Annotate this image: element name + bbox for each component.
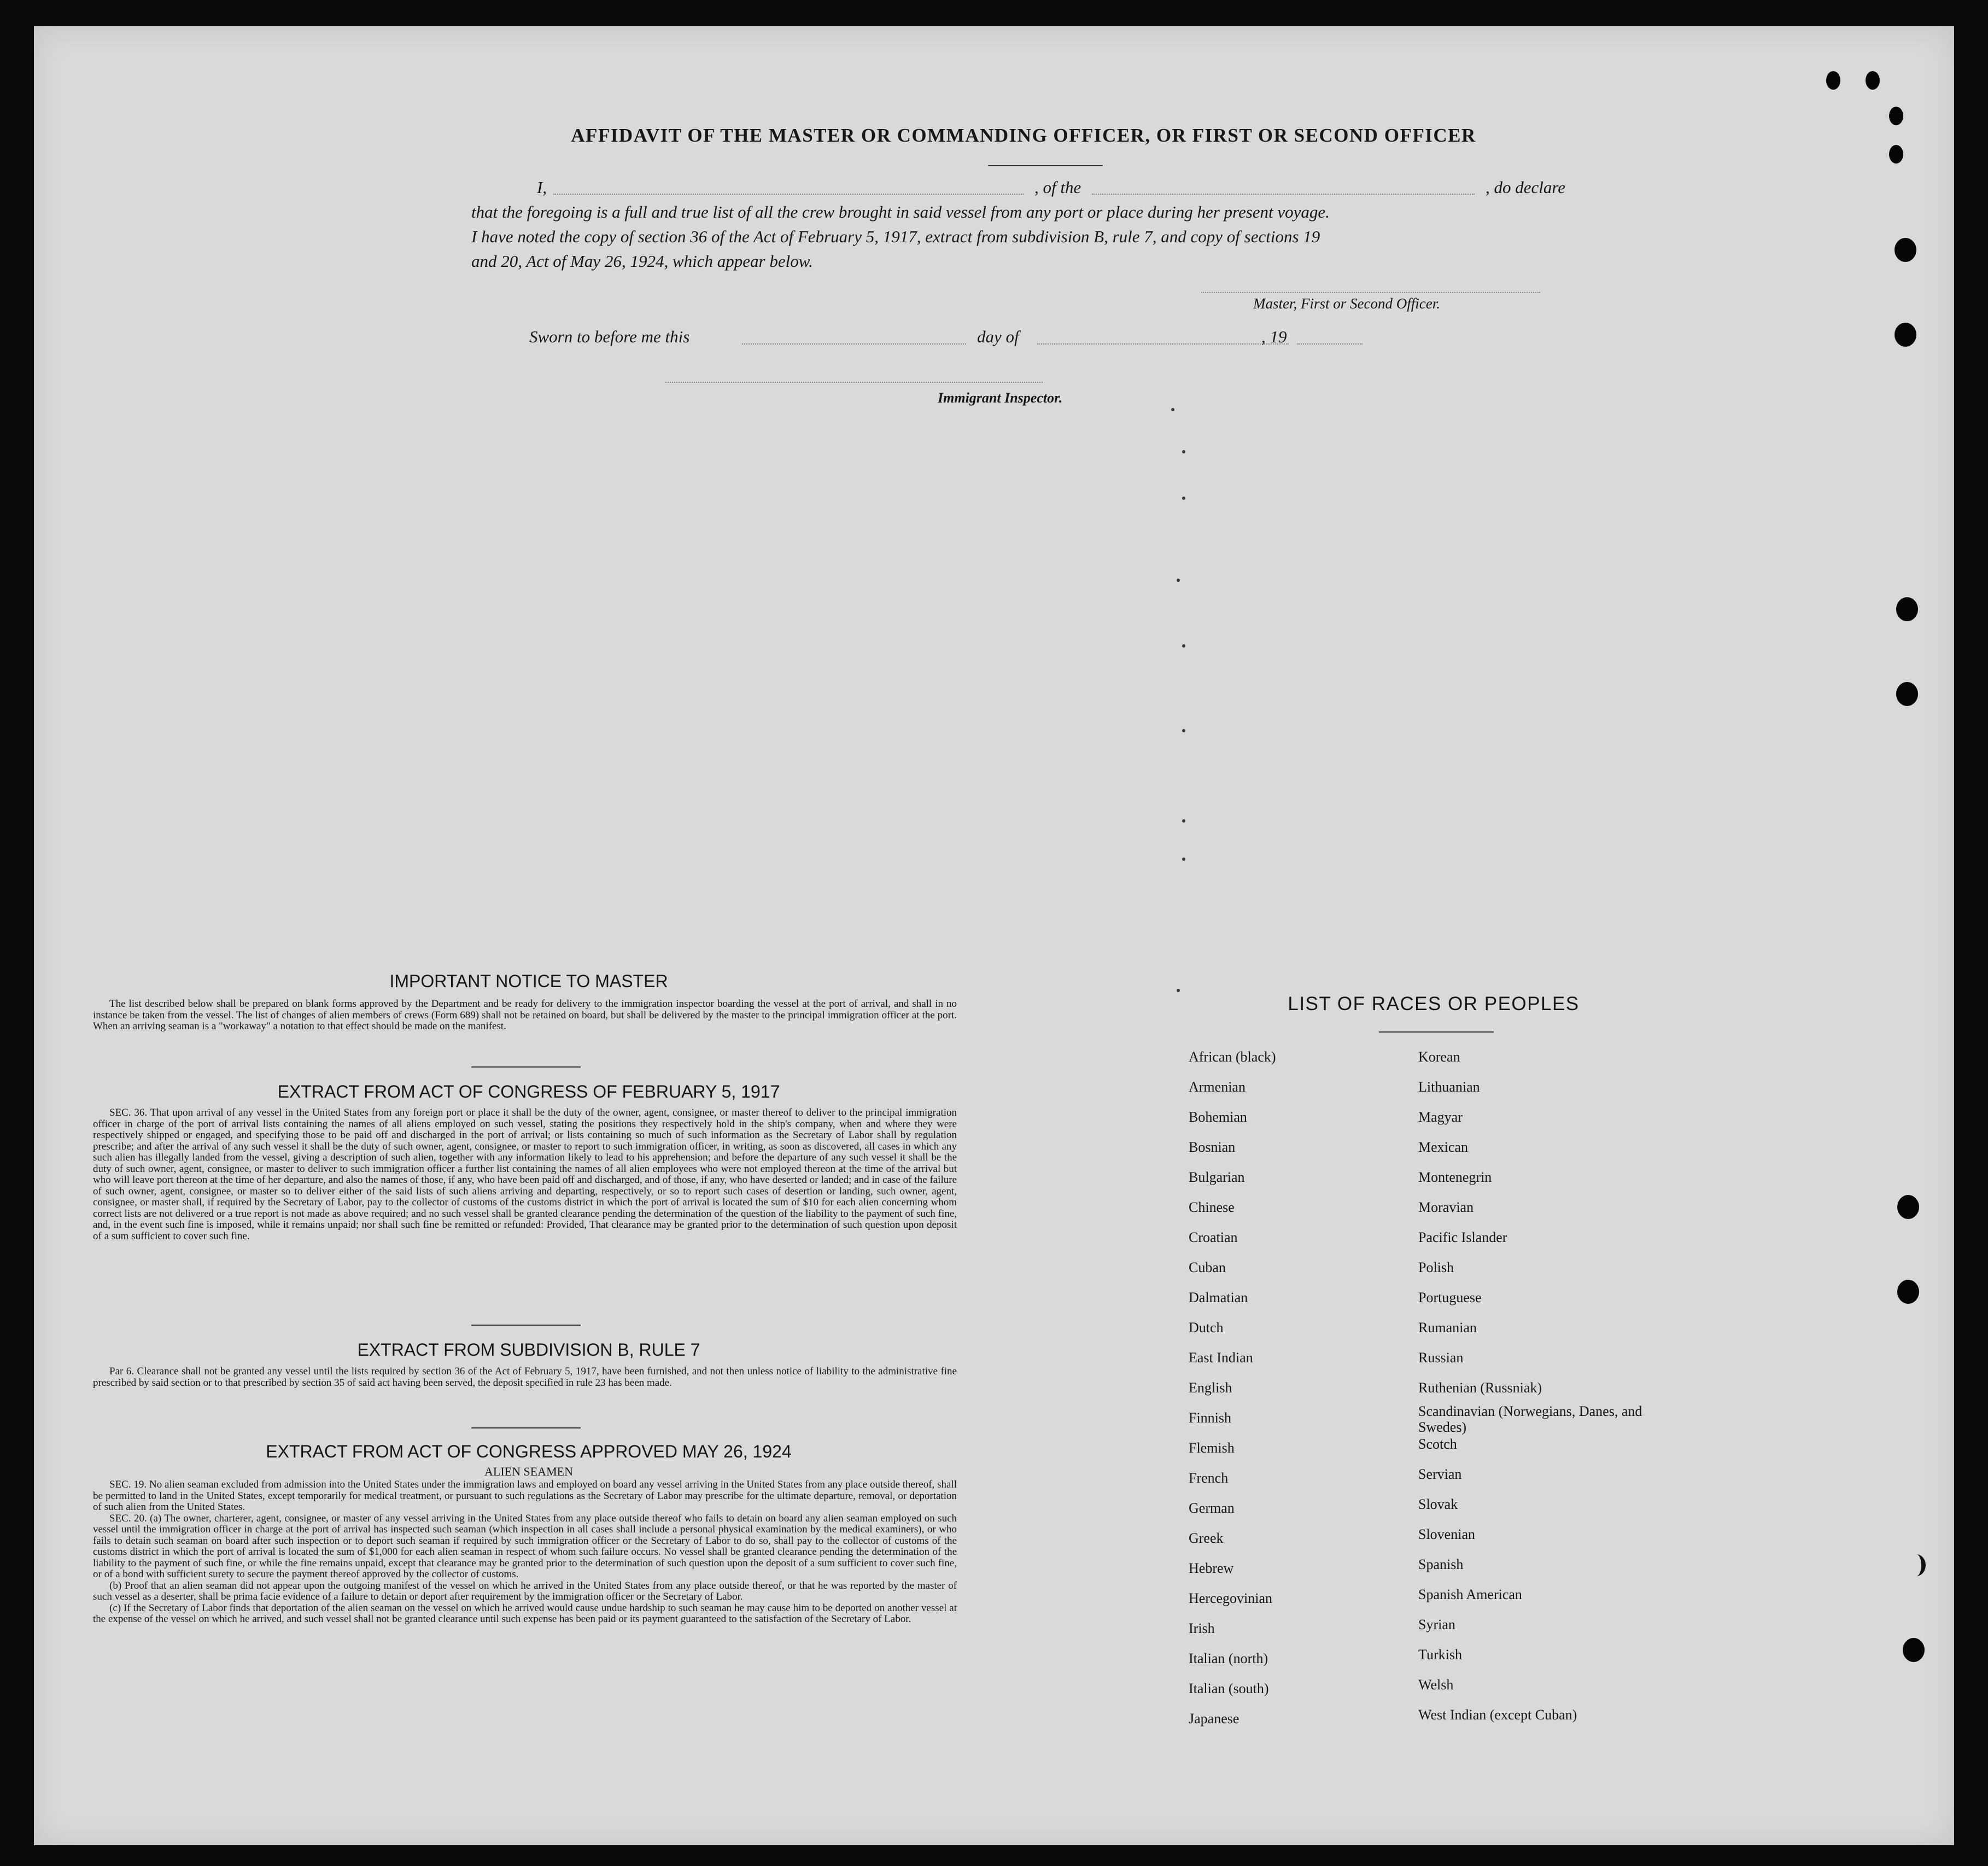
section-20c-paragraph: (c) If the Secretary of Labor finds that deportation of the alien seaman on the vessel on which he arrived would cause undue hardship to such seaman he may cause him to be deported on another vessel at the expense of the vessel on which he arrived, and such vessel shall not be granted clearance until such expense has been paid or its payment guaranteed to the satisfaction of the Secretary of Labor. xyxy=(93,1602,957,1625)
race-item: Chinese xyxy=(1189,1199,1235,1215)
punch-hole xyxy=(1889,107,1903,125)
race-item: Magyar xyxy=(1418,1109,1463,1125)
race-item: Cuban xyxy=(1189,1259,1226,1275)
race-item: African (black) xyxy=(1189,1049,1276,1065)
race-item: Italian (south) xyxy=(1189,1681,1269,1696)
race-item: Croatian xyxy=(1189,1229,1238,1245)
sworn-year-field[interactable] xyxy=(1297,343,1363,345)
race-item: Portuguese xyxy=(1418,1290,1482,1305)
rule-7-paragraph: Par 6. Clearance shall not be granted any vessel until the lists required by section 36 of the Act of February 5, 1917, have been furnished, and not then unless notice of liability to the administrative fine prescribed by said section or to that prescribed by section 35 of said act having been served, the deposit specified in rule 23 has been made. xyxy=(93,1366,957,1389)
race-item: Slovenian xyxy=(1418,1526,1475,1542)
section-20b-paragraph: (b) Proof that an alien seaman did not appear upon the outgoing manifest of the vessel on which he arrived in the United States from any place outside thereof, or that he was reported by the master of such vessel as a deserter, shall be prima facie evidence of a failure to detain or deport after requirement by the immigration officer or the Secretary of Labor. xyxy=(93,1579,957,1602)
section-divider xyxy=(471,1427,581,1428)
extract-1917-text xyxy=(93,1107,957,1242)
race-item: Japanese xyxy=(1189,1711,1239,1727)
race-item: Rumanian xyxy=(1418,1320,1477,1336)
race-item: Greek xyxy=(1189,1530,1224,1546)
vessel-field[interactable] xyxy=(1092,194,1475,195)
race-item: Hebrew xyxy=(1189,1560,1234,1576)
print-fleck xyxy=(1182,497,1185,500)
alien-seamen-subtitle: ALIEN SEAMEN xyxy=(484,1465,573,1478)
race-item: English xyxy=(1189,1380,1232,1396)
punch-hole xyxy=(1896,597,1918,621)
form-sheet xyxy=(34,26,1954,1845)
race-item: Dalmatian xyxy=(1189,1290,1248,1305)
affidavit-title: AFFIDAVIT OF THE MASTER OR COMMANDING OFFICER, OR FIRST OR SECOND OFFICER xyxy=(571,125,1476,146)
master-signature-label: Master, First or Second Officer. xyxy=(1253,295,1440,312)
punch-hole xyxy=(1897,1195,1919,1219)
race-item: Lithuanian xyxy=(1418,1079,1480,1095)
print-fleck xyxy=(1171,408,1174,411)
section-36-paragraph: SEC. 36. That upon arrival of any vessel in the United States from any foreign port or place it shall be the duty of the owner, agent, consignee, or master thereof to deliver to the principal immigration officer in charge of the port of arrival lists containing the names of all aliens employed on such vessel, stating the positions they respectively hold in the ship's company, when and where they were respectively shipped or engaged, and specifying those to be paid off and discharged in the port of arrival; or lists containing so much of such information as the Secretary of Labor shall by regulation prescribe; and after the arrival of any such vessel it shall be the duty of such owner, agent, consignee, or master to report to such immigration officer, in writing, as soon as discovered, all cases in which any such alien has illegally landed from the vessel, giving a description of such alien, together with any information likely to lead to his apprehension; and before the departure of any such vessel it shall be the duty of such owner, agent, consignee, or master to deliver to such immigration officer a further list containing the names of all alien employees who were not employed thereon at the time of the arrival but who will leave port thereon at the time of her departure, and also the names of those, if any, who have been paid off and discharged, and of those, if any, who have deserted or landed; and in case of the failure of such owner, agent, consignee, or master so to deliver either of the said lists of such aliens arriving and departing, respectively, or so to report such cases of desertion or landing, such owner, agent, consignee, or master shall, if required by the Secretary of Labor, pay to the collector of customs of the customs district in which the port of arrival is located the sum of $10 for each alien concerning whom correct lists are not delivered or a true report is not made as above required; and no such vessel shall be granted clearance pending the determination of the question of the liability to the payment of such fine, and, in the event such fine is imposed, while it remains unpaid; nor shall such fine be remitted or refunded: Provided, That clearance may be granted prior to the determination of such question upon deposit of a sum sufficient to cover such fine. xyxy=(93,1107,957,1242)
race-item: Moravian xyxy=(1418,1199,1474,1215)
race-item: Korean xyxy=(1418,1049,1460,1065)
extract-rule7-title: EXTRACT FROM SUBDIVISION B, RULE 7 xyxy=(357,1340,700,1360)
race-item: Finnish xyxy=(1189,1410,1232,1426)
race-item: Montenegrin xyxy=(1418,1169,1492,1185)
affidavit-body-line-1: that the foregoing is a full and true list of all the crew brought in said vessel from any port or place during her present voyage. xyxy=(471,202,1330,221)
day-of-label: day of xyxy=(977,327,1019,346)
print-fleck xyxy=(1177,989,1180,992)
punch-hole xyxy=(1826,71,1840,90)
i-label: I, xyxy=(537,178,547,197)
race-item: Turkish xyxy=(1418,1647,1462,1663)
punch-hole xyxy=(1895,238,1916,262)
year-label: , 19 xyxy=(1261,327,1287,346)
extract-rule7-text xyxy=(93,1366,957,1389)
race-item: Servian xyxy=(1418,1466,1462,1482)
punch-hole xyxy=(1896,682,1918,706)
title-divider xyxy=(988,165,1103,166)
affidavit-body-line-2: I have noted the copy of section 36 of the Act of February 5, 1917, extract from subdivision B, rule 7, and copy of sections 19 xyxy=(471,227,1320,246)
of-the-label: , of the xyxy=(1034,178,1081,197)
race-item: Armenian xyxy=(1189,1079,1246,1095)
affidavit-body-line-3: and 20, Act of May 26, 1924, which appear below. xyxy=(471,252,813,271)
notice-title: IMPORTANT NOTICE TO MASTER xyxy=(389,971,668,991)
punch-hole xyxy=(1889,145,1903,164)
punch-hole xyxy=(1895,323,1916,347)
section-divider xyxy=(471,1066,581,1068)
race-item: Ruthenian (Russniak) xyxy=(1418,1380,1542,1396)
race-item: Italian (north) xyxy=(1189,1651,1268,1666)
notice-text xyxy=(93,999,957,1033)
print-fleck xyxy=(1182,450,1185,453)
print-fleck xyxy=(1182,858,1185,861)
race-item: Spanish xyxy=(1418,1556,1464,1572)
race-item: Dutch xyxy=(1189,1320,1224,1336)
race-item: Welsh xyxy=(1418,1677,1454,1693)
race-item: Bulgarian xyxy=(1189,1169,1245,1185)
punch-hole xyxy=(1866,71,1880,90)
race-item: Mexican xyxy=(1418,1139,1468,1155)
race-item: German xyxy=(1189,1500,1235,1516)
race-item: Spanish American xyxy=(1418,1587,1522,1602)
master-signature-field[interactable] xyxy=(1201,292,1540,293)
extract-1924-text xyxy=(93,1479,957,1625)
punch-hole xyxy=(1897,1280,1919,1304)
section-divider xyxy=(471,1325,581,1326)
section-19-paragraph: SEC. 19. No alien seaman excluded from admission into the United States under the immigration laws and employed on board any vessel arriving in the United States from any place outside thereof, shall be permitted to land in the United States, except temporarily for medical treatment, or pursuant to such regulations as the Secretary of Labor may prescribe for the ultimate departure, removal, or deportation of such alien from the United States. xyxy=(93,1479,957,1513)
punch-hole xyxy=(1907,1554,1926,1576)
race-item: Pacific Islander xyxy=(1418,1229,1507,1245)
inspector-label: Immigrant Inspector. xyxy=(938,390,1063,406)
race-item: East Indian xyxy=(1189,1350,1253,1366)
race-item: Bosnian xyxy=(1189,1139,1236,1155)
sworn-label: Sworn to before me this xyxy=(529,327,690,346)
extract-1924-title: EXTRACT FROM ACT OF CONGRESS APPROVED MAY 26, 1924 xyxy=(266,1442,792,1461)
punch-hole xyxy=(1903,1638,1925,1662)
race-item: French xyxy=(1189,1470,1229,1486)
races-divider xyxy=(1379,1031,1494,1033)
races-title: LIST OF RACES OR PEOPLES xyxy=(1288,993,1580,1014)
notice-paragraph: The list described below shall be prepared on blank forms approved by the Department and be ready for delivery to the immigration inspector boarding the vessel at the port of arrival, and shall in no instance be taken from the vessel. The list of changes of alien members of crews (Form 689) shall not be retained on board, but shall be delivered by the master to the principal immigration officer at the port. When an arriving seaman is a "workaway" a notation to that effect should be made on the manifest. xyxy=(93,998,957,1032)
race-item: Slovak xyxy=(1418,1496,1458,1512)
race-item: Polish xyxy=(1418,1259,1454,1275)
print-fleck xyxy=(1182,729,1185,732)
sworn-month-field[interactable] xyxy=(1037,343,1289,345)
race-item: West Indian (except Cuban) xyxy=(1418,1707,1577,1723)
section-20a-paragraph: SEC. 20. (a) The owner, charterer, agent, consignee, or master of any vessel arriving in the United States from any place outside thereof who fails to detain on board any alien seaman employed on such vessel until the immigration officer in charge at the port of arrival has inspected such seaman (which inspection in all cases shall include a personal physical examination by the medical examiners), or who fails to detain such seaman on board after such inspection or to deport such seaman if required by such immigration officer or the Secretary of Labor to do so, shall pay to the collector of customs of the customs district in which the port of arrival is located the sum of $1,000 for each alien seaman in respect of whom such failure occurs. No vessel shall be granted clearance pending the determination of the liability to the payment of such fine, or while the fine remains unpaid, except that clearance may be granted prior to the determination of such question upon the deposit of a sum sufficient to cover such fine, or of a bond with sufficient surety to secure the payment thereof approved by the collector of customs. xyxy=(93,1512,957,1580)
race-item: Russian xyxy=(1418,1350,1464,1366)
race-item: Syrian xyxy=(1418,1617,1455,1632)
race-item: Flemish xyxy=(1189,1440,1235,1456)
race-item: Scandinavian (Norwegians, Danes, and Swedes) xyxy=(1418,1403,1642,1435)
sworn-day-field[interactable] xyxy=(742,343,966,345)
declare-label: , do declare xyxy=(1486,178,1566,197)
race-item: Irish xyxy=(1189,1620,1215,1636)
inspector-signature-field[interactable] xyxy=(665,382,1043,383)
print-fleck xyxy=(1182,819,1185,823)
print-fleck xyxy=(1182,644,1185,648)
print-fleck xyxy=(1177,579,1180,582)
extract-1917-title: EXTRACT FROM ACT OF CONGRESS OF FEBRUARY 5, 1917 xyxy=(277,1082,780,1101)
name-field[interactable] xyxy=(553,194,1024,195)
race-item: Hercegovinian xyxy=(1189,1590,1273,1606)
race-item: Bohemian xyxy=(1189,1109,1247,1125)
race-item: Scotch xyxy=(1418,1436,1457,1452)
